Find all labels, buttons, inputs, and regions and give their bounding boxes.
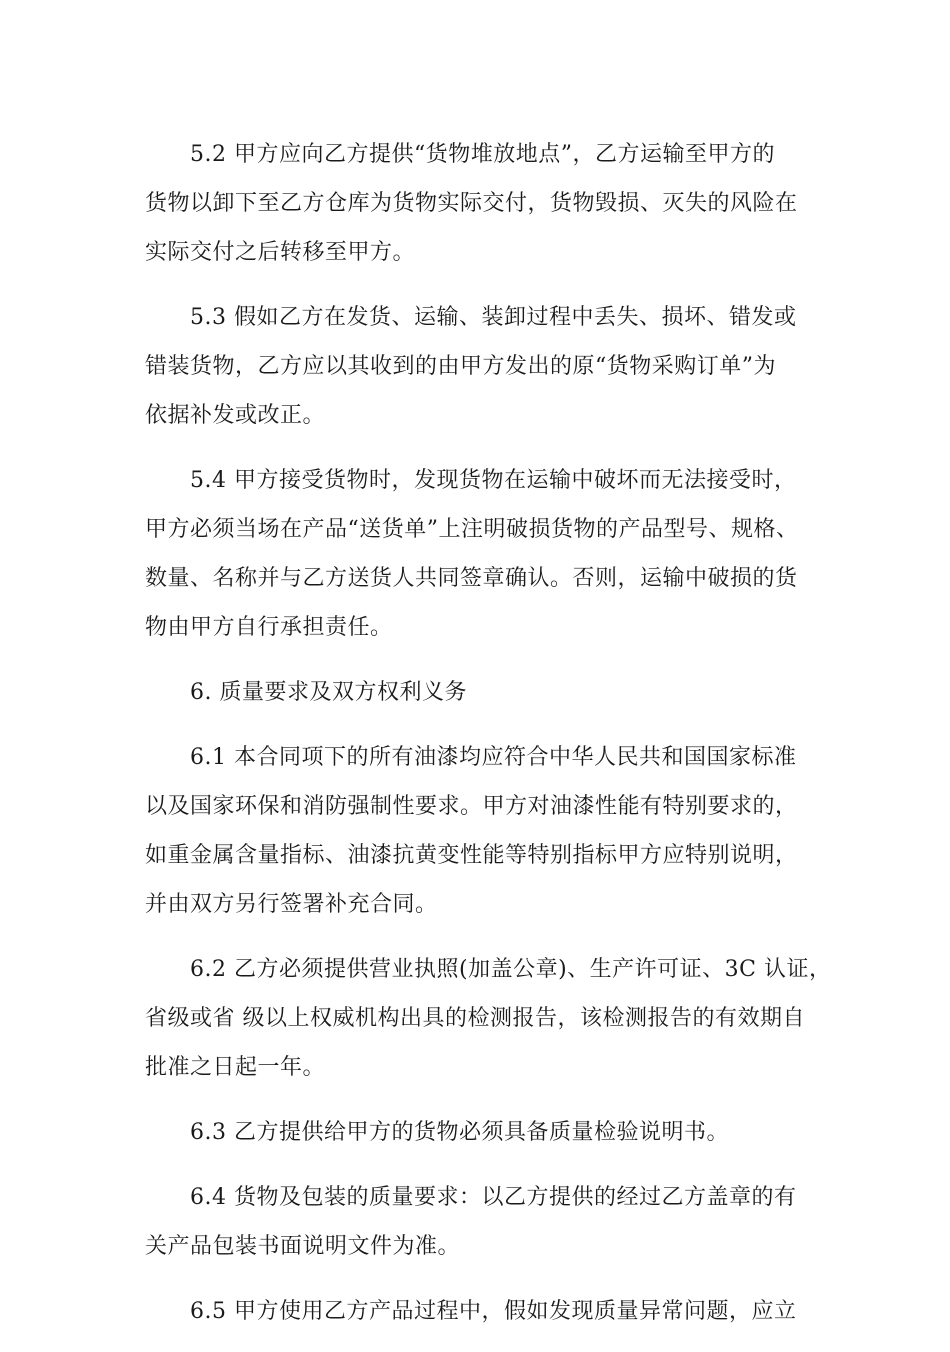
clause-6-3	[145, 1108, 825, 1157]
clause-line: 依据补发或改正。	[145, 403, 326, 428]
clause-line: 货物以卸下至乙方仓库为货物实际交付，货物毁损、灭失的风险在	[145, 191, 798, 216]
clause-line: 实际交付之后转移至甲方。	[145, 240, 416, 265]
clause-line: 物由甲方自行承担责任。	[145, 615, 393, 640]
clause-6-2	[145, 945, 832, 1092]
clause-line: 关产品包装书面说明文件为准。	[145, 1234, 461, 1259]
clause-line: 6.1 本合同项下的所有油漆均应符合中华人民共和国国家标准	[190, 745, 797, 770]
clause-5-4	[145, 456, 825, 652]
clause-line: 6.2 乙方必须提供营业执照(加盖公章)、生产许可证、3C 认证，	[190, 957, 832, 982]
clause-5-3	[145, 293, 825, 440]
clause-6-4	[145, 1173, 825, 1271]
clause-line: 5.4 甲方接受货物时，发现货物在运输中破坏而无法接受时，	[190, 468, 797, 493]
clause-line: 6.5 甲方使用乙方产品过程中，假如发现质量异常问题，应立	[190, 1299, 797, 1324]
section-heading: 6. 质量要求及双方权利义务	[190, 680, 467, 705]
clause-line: 5.3 假如乙方在发货、运输、装卸过程中丢失、损坏、错发或	[190, 305, 797, 330]
clause-line: 并由双方另行签署补充合同。	[145, 892, 438, 917]
section-heading-6	[145, 668, 825, 717]
document-body	[145, 130, 832, 1352]
clause-line: 省级或省 级以上权威机构出具的检测报告，该检测报告的有效期自	[145, 1006, 805, 1031]
clause-line: 甲方必须当场在产品“送货单”上注明破损货物的产品型号、规格、	[145, 517, 799, 542]
clause-line: 批准之日起一年。	[145, 1055, 326, 1080]
clause-line: 6.4 货物及包装的质量要求：以乙方提供的经过乙方盖章的有	[190, 1185, 797, 1210]
clause-5-2	[145, 130, 825, 277]
clause-line: 如重金属含量指标、油漆抗黄变性能等特别指标甲方应特别说明，	[145, 843, 798, 868]
clause-line: 5.2 甲方应向乙方提供“货物堆放地点”，乙方运输至甲方的	[190, 142, 775, 167]
clause-6-1	[145, 733, 825, 929]
clause-line: 以及国家环保和消防强制性要求。甲方对油漆性能有特别要求的，	[145, 794, 798, 819]
clause-line: 错装货物，乙方应以其收到的由甲方发出的原“货物采购订单”为	[145, 354, 776, 379]
clause-6-5	[145, 1287, 825, 1336]
clause-line: 6.3 乙方提供给甲方的货物必须具备质量检验说明书。	[190, 1120, 729, 1145]
clause-line: 数量、名称并与乙方送货人共同签章确认。否则，运输中破损的货	[145, 566, 798, 591]
